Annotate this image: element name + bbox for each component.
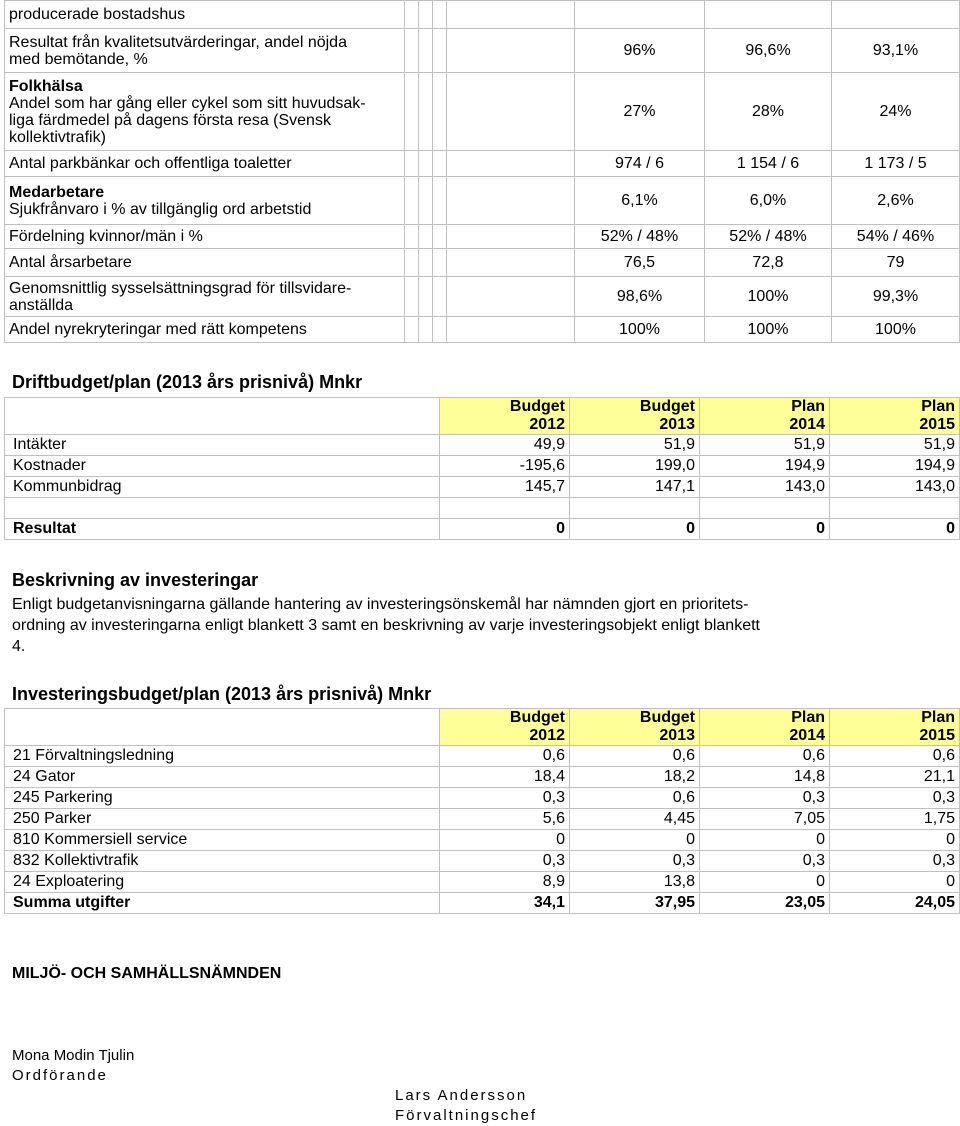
- table-row: [5, 851, 960, 872]
- row-label: 810 Kommersiell service: [5, 830, 440, 851]
- row-value: 0: [440, 519, 570, 540]
- spacer-cell: [419, 1, 433, 29]
- indicator-value: 6,0%: [705, 177, 832, 225]
- column-header-kind: Budget: [639, 398, 695, 415]
- row-value: 194,9: [700, 456, 830, 477]
- row-value: 145,7: [440, 477, 570, 498]
- table-row: [5, 746, 960, 767]
- indicator-row: [5, 73, 960, 151]
- row-value: 0,3: [700, 851, 830, 872]
- table-row: [5, 809, 960, 830]
- indicator-row: [5, 29, 960, 73]
- row-value: 13,8: [570, 872, 700, 893]
- indicator-label-line: Antal årsarbetare: [9, 254, 132, 271]
- row-value: 7,05: [700, 809, 830, 830]
- spacer-cell: [419, 249, 433, 277]
- indicator-label: [5, 177, 405, 225]
- empty-cell: [440, 498, 570, 519]
- column-header: [570, 398, 700, 435]
- spacer-row: [5, 498, 960, 519]
- total-row: [5, 893, 960, 914]
- column-header-kind: Plan: [921, 398, 955, 415]
- row-value: 0,6: [440, 746, 570, 767]
- spacer-cell: [433, 73, 447, 151]
- column-header-kind: Budget: [509, 398, 565, 415]
- spacer-cell: [433, 249, 447, 277]
- indicator-value: 28%: [705, 73, 832, 151]
- row-label: 250 Parker: [5, 809, 440, 830]
- spacer-cell: [433, 317, 447, 343]
- table-row: [5, 435, 960, 456]
- indicator-value: 98,6%: [575, 277, 705, 317]
- empty-cell: [700, 498, 830, 519]
- row-value: 0: [700, 872, 830, 893]
- row-label: Summa utgifter: [5, 893, 440, 914]
- indicator-label-line: liga färdmedel på dagens första resa (Svensk: [9, 111, 331, 129]
- column-header-year: 2013: [659, 416, 695, 433]
- row-value: -195,6: [440, 456, 570, 477]
- row-value: 0: [700, 519, 830, 540]
- spacer-cell: [405, 73, 419, 151]
- indicator-value: 6,1%: [575, 177, 705, 225]
- row-value: 194,9: [830, 456, 960, 477]
- column-header-year: 2014: [789, 416, 825, 433]
- indicator-row: [5, 225, 960, 249]
- indicator-value: 96%: [575, 29, 705, 73]
- spacer-cell: [405, 177, 419, 225]
- indicator-row: [5, 1, 960, 29]
- row-value: 0: [570, 519, 700, 540]
- row-value: 0,6: [570, 746, 700, 767]
- indicator-label-line: Sjukfrånvaro i % av tillgänglig ord arbetstid: [9, 200, 312, 218]
- indicator-value: [575, 1, 705, 29]
- indicator-label: [5, 317, 405, 343]
- row-value: 0: [830, 872, 960, 893]
- row-value: 147,1: [570, 477, 700, 498]
- indicator-label-line: producerade bostadshus: [9, 6, 186, 23]
- column-header: [830, 398, 960, 435]
- empty-cell: [447, 29, 575, 73]
- header-blank: [5, 709, 440, 746]
- beskrivning-text: [12, 594, 952, 657]
- empty-cell: [447, 249, 575, 277]
- signature-2-name: Lars Andersson: [395, 1087, 528, 1104]
- indicator-value: 100%: [705, 277, 832, 317]
- row-value: 0,3: [830, 851, 960, 872]
- indicator-label-line: Genomsnittlig sysselsättningsgrad för tillsvidare-: [9, 279, 352, 297]
- indicator-value: 76,5: [575, 249, 705, 277]
- spacer-cell: [405, 1, 419, 29]
- indicator-label: [5, 1, 405, 29]
- indicator-value: 1 154 / 6: [705, 151, 832, 177]
- indicator-value: 27%: [575, 73, 705, 151]
- indicator-label-line: anställda: [9, 296, 74, 314]
- empty-cell: [447, 225, 575, 249]
- indicator-value: [832, 1, 960, 29]
- row-value: 23,05: [700, 893, 830, 914]
- spacer-cell: [419, 317, 433, 343]
- indicator-value: 52% / 48%: [575, 225, 705, 249]
- indicator-label: [5, 277, 405, 317]
- empty-cell: [447, 277, 575, 317]
- column-header: [830, 709, 960, 746]
- header-blank: [5, 398, 440, 435]
- indicator-row: [5, 151, 960, 177]
- indicator-label: [5, 225, 405, 249]
- spacer-cell: [433, 151, 447, 177]
- signature-1-title: Ordförande: [12, 1067, 108, 1084]
- row-value: 0,3: [830, 788, 960, 809]
- row-label: Kommunbidrag: [5, 477, 440, 498]
- row-value: 0,6: [830, 746, 960, 767]
- row-value: 8,9: [440, 872, 570, 893]
- column-header: [440, 709, 570, 746]
- indicator-value: 96,6%: [705, 29, 832, 73]
- indicator-value: 100%: [832, 317, 960, 343]
- row-value: 5,6: [440, 809, 570, 830]
- row-value: 18,4: [440, 767, 570, 788]
- row-value: 21,1: [830, 767, 960, 788]
- empty-cell: [447, 177, 575, 225]
- row-label: 21 Förvaltningsledning: [5, 746, 440, 767]
- indicator-row: [5, 177, 960, 225]
- spacer-cell: [433, 177, 447, 225]
- empty-cell: [447, 317, 575, 343]
- row-value: 143,0: [700, 477, 830, 498]
- table-row: [5, 767, 960, 788]
- indicator-label-line: Andel som har gång eller cykel som sitt huvudsak-: [9, 94, 366, 112]
- indicator-value: 93,1%: [832, 29, 960, 73]
- empty-cell: [447, 151, 575, 177]
- row-value: 1,75: [830, 809, 960, 830]
- spacer-cell: [405, 29, 419, 73]
- invest-title: Investeringsbudget/plan (2013 års prisnivå) Mnkr: [12, 684, 432, 704]
- row-value: 0,6: [700, 746, 830, 767]
- drift-header-row: [5, 398, 960, 435]
- row-label: Kostnader: [5, 456, 440, 477]
- indicator-label-line: Fördelning kvinnor/män i %: [9, 228, 203, 245]
- signature-1: [12, 1046, 134, 1086]
- row-value: 34,1: [440, 893, 570, 914]
- table-row: [5, 830, 960, 851]
- row-value: 0: [830, 830, 960, 851]
- row-value: 51,9: [570, 435, 700, 456]
- column-header: [570, 709, 700, 746]
- empty-cell: [447, 73, 575, 151]
- column-header-kind: Plan: [791, 398, 825, 415]
- column-header-year: 2014: [789, 727, 825, 744]
- indicator-table: [4, 0, 960, 343]
- indicator-value: 2,6%: [832, 177, 960, 225]
- indicator-label: [5, 29, 405, 73]
- indicator-label-line: med bemötande, %: [9, 50, 148, 68]
- spacer-cell: [419, 277, 433, 317]
- column-header: [700, 709, 830, 746]
- indicator-value: [705, 1, 832, 29]
- empty-cell: [830, 498, 960, 519]
- spacer-cell: [405, 249, 419, 277]
- drift-table: [4, 397, 960, 540]
- indicator-label: [5, 151, 405, 177]
- spacer-cell: [419, 73, 433, 151]
- row-value: 0: [440, 830, 570, 851]
- spacer-cell: [419, 177, 433, 225]
- indicator-label-line: Antal parkbänkar och offentliga toaletter: [9, 155, 292, 172]
- indicator-value: 100%: [575, 317, 705, 343]
- row-value: 49,9: [440, 435, 570, 456]
- row-value: 0: [830, 519, 960, 540]
- column-header-kind: Plan: [921, 709, 955, 726]
- indicator-value: 1 173 / 5: [832, 151, 960, 177]
- column-header-year: 2015: [919, 727, 955, 744]
- indicator-label-line: Medarbetare: [9, 183, 105, 201]
- beskrivning-line: Enligt budgetanvisningarna gällande hantering av investeringsönskemål har nämnden gjort en prioritets-: [12, 596, 749, 613]
- row-value: 0,3: [700, 788, 830, 809]
- empty-cell: [5, 498, 440, 519]
- row-value: 51,9: [830, 435, 960, 456]
- spacer-cell: [433, 29, 447, 73]
- indicator-label-line: kollektivtrafik): [9, 128, 106, 146]
- indicator-value: 99,3%: [832, 277, 960, 317]
- column-header-year: 2012: [529, 416, 565, 433]
- indicator-value: 24%: [832, 73, 960, 151]
- table-row: [5, 788, 960, 809]
- indicator-label: [5, 73, 405, 151]
- spacer-cell: [405, 225, 419, 249]
- row-value: 143,0: [830, 477, 960, 498]
- drift-title: Driftbudget/plan (2013 års prisnivå) Mnkr: [12, 372, 363, 392]
- result-row: [5, 519, 960, 540]
- table-row: [5, 477, 960, 498]
- indicator-value: 974 / 6: [575, 151, 705, 177]
- row-label: Intäkter: [5, 435, 440, 456]
- row-value: 0,3: [440, 851, 570, 872]
- table-row: [5, 872, 960, 893]
- column-header-year: 2013: [659, 727, 695, 744]
- spacer-cell: [419, 151, 433, 177]
- org-name: MILJÖ- OCH SAMHÄLLSNÄMNDEN: [12, 965, 282, 982]
- column-header-year: 2012: [529, 727, 565, 744]
- column-header-year: 2015: [919, 416, 955, 433]
- row-value: 18,2: [570, 767, 700, 788]
- signature-2-title: Förvaltningschef: [395, 1107, 538, 1124]
- indicator-value: 52% / 48%: [705, 225, 832, 249]
- empty-cell: [570, 498, 700, 519]
- invest-table: [4, 708, 960, 914]
- indicator-row: [5, 317, 960, 343]
- spacer-cell: [433, 277, 447, 317]
- column-header-kind: Budget: [639, 709, 695, 726]
- row-value: 4,45: [570, 809, 700, 830]
- row-value: 0: [570, 830, 700, 851]
- row-value: 0,3: [440, 788, 570, 809]
- spacer-cell: [405, 317, 419, 343]
- row-label: 245 Parkering: [5, 788, 440, 809]
- row-value: 0: [700, 830, 830, 851]
- indicator-value: 54% / 46%: [832, 225, 960, 249]
- column-header: [700, 398, 830, 435]
- indicator-label-line: Andel nyrekryteringar med rätt kompetens: [9, 321, 307, 338]
- signature-2: [395, 1086, 537, 1126]
- row-label: 24 Exploatering: [5, 872, 440, 893]
- beskrivning-line: ordning av investeringarna enligt blankett 3 samt en beskrivning av varje investeringsobjekt enligt blankett: [12, 617, 760, 634]
- indicator-label-line: Folkhälsa: [9, 77, 83, 95]
- beskrivning-line: 4.: [12, 638, 26, 655]
- beskrivning-title: Beskrivning av investeringar: [12, 570, 259, 590]
- spacer-cell: [419, 29, 433, 73]
- indicator-value: 72,8: [705, 249, 832, 277]
- spacer-cell: [419, 225, 433, 249]
- indicator-value: 100%: [705, 317, 832, 343]
- spacer-cell: [433, 1, 447, 29]
- row-label: 832 Kollektivtrafik: [5, 851, 440, 872]
- column-header-kind: Plan: [791, 709, 825, 726]
- row-value: 0,3: [570, 851, 700, 872]
- spacer-cell: [405, 277, 419, 317]
- signature-1-name: Mona Modin Tjulin: [12, 1047, 135, 1064]
- table-row: [5, 456, 960, 477]
- spacer-cell: [405, 151, 419, 177]
- indicator-row: [5, 249, 960, 277]
- indicator-row: [5, 277, 960, 317]
- row-value: 24,05: [830, 893, 960, 914]
- indicator-label-line: Resultat från kvalitetsutvärderingar, andel nöjda: [9, 33, 347, 51]
- spacer-cell: [433, 225, 447, 249]
- invest-header-row: [5, 709, 960, 746]
- row-value: 14,8: [700, 767, 830, 788]
- indicator-value: 79: [832, 249, 960, 277]
- row-value: 0,6: [570, 788, 700, 809]
- column-header: [440, 398, 570, 435]
- empty-cell: [447, 1, 575, 29]
- row-label: Resultat: [5, 519, 440, 540]
- row-label: 24 Gator: [5, 767, 440, 788]
- indicator-label: [5, 249, 405, 277]
- column-header-kind: Budget: [509, 709, 565, 726]
- row-value: 199,0: [570, 456, 700, 477]
- row-value: 51,9: [700, 435, 830, 456]
- row-value: 37,95: [570, 893, 700, 914]
